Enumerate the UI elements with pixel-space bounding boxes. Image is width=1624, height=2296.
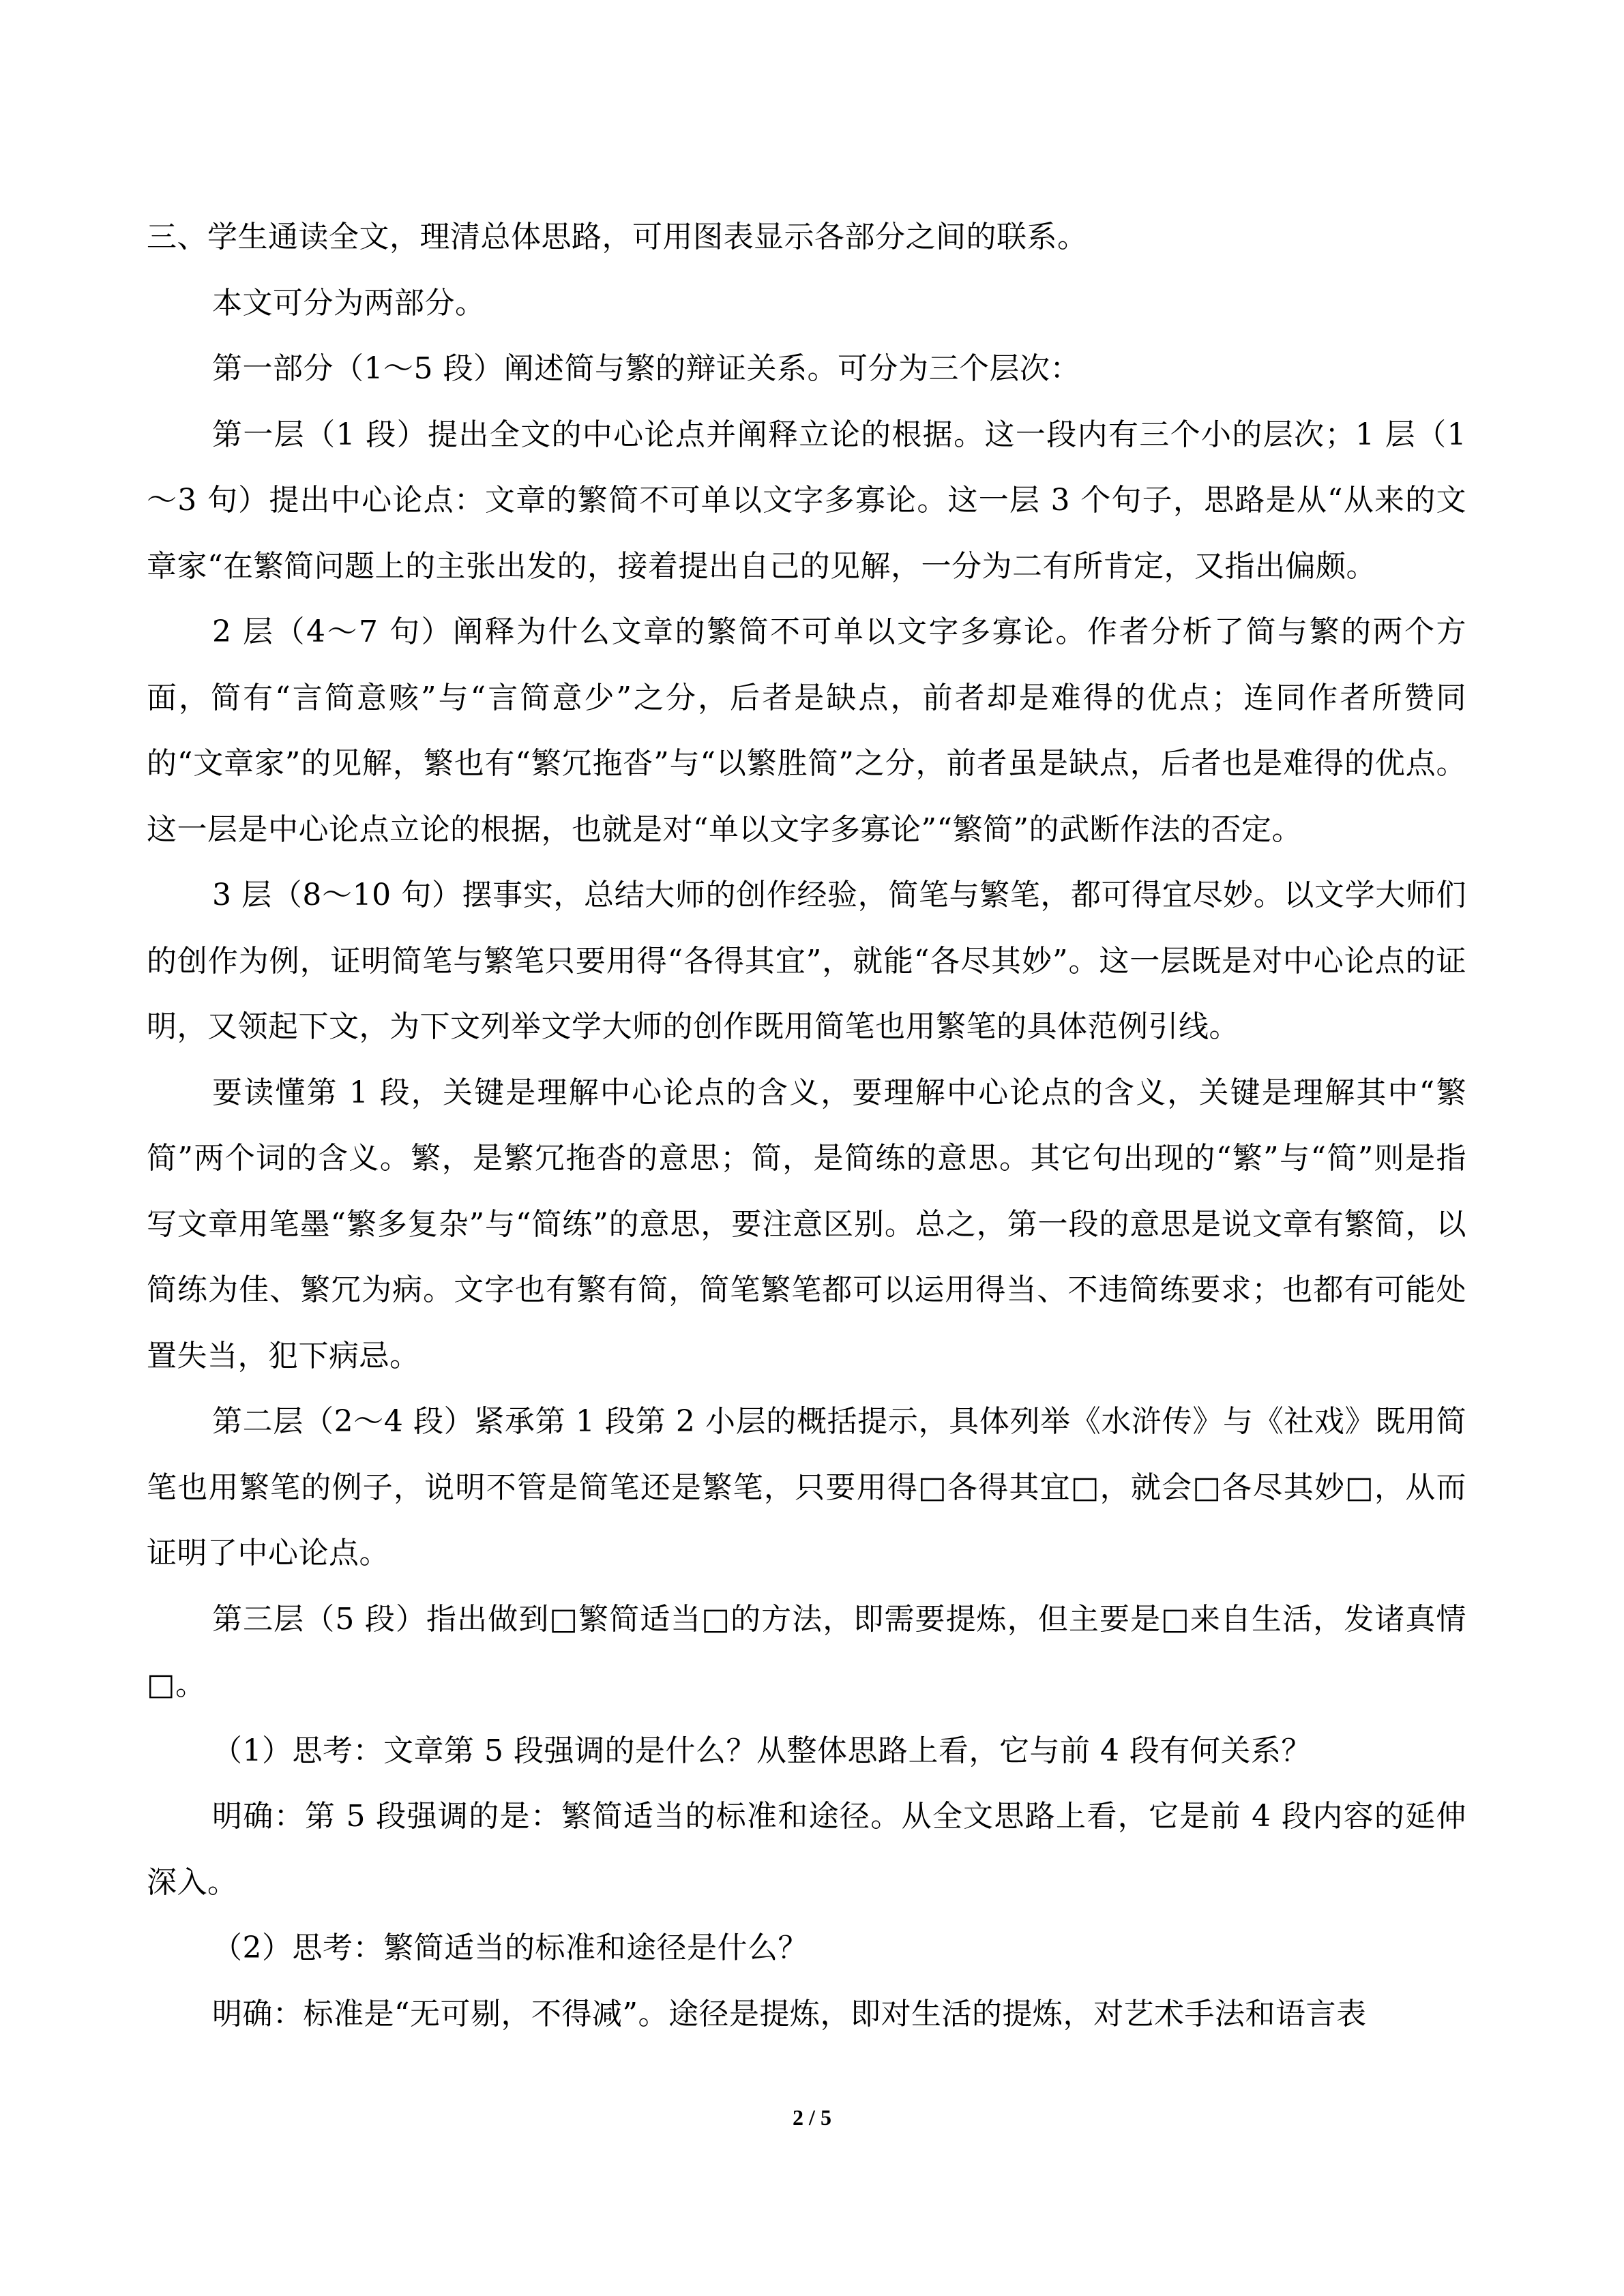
paragraph: 第二层（2～4 段）紧承第 1 段第 2 小层的概括提示，具体列举《水浒传》与《社戏》既用简笔也用繁笔的例子，说明不管是简笔还是繁笔，只要用得□各得其宜□，就会□各尽其妙□，从而证明了中心论点。 [147, 1404, 1466, 1570]
paragraph: 要读懂第 1 段，关键是理解中心论点的含义，要理解中心论点的含义，关键是理解其中“繁简”两个词的含义。繁，是繁冗拖沓的意思；简，是简练的意思。其它句出现的“繁”与“简”则是指写文章用笔墨“繁多复杂”与“简练”的意思，要注意区别。总之，第一段的意思是说文章有繁简，以简练为佳、繁冗为病。文字也有繁有简，简笔繁笔都可以运用得当、不违简练要求；也都有可能处置失当，犯下病忌。 [147, 1075, 1466, 1373]
paragraph: 本文可分为两部分。 [212, 285, 486, 320]
paragraph: 第一部分（1～5 段）阐述简与繁的辩证关系。可分为三个层次： [212, 351, 1080, 386]
paragraph: 第三层（5 段）指出做到□繁简适当□的方法，即需要提炼，但主要是□来自生活，发诸真情□。 [147, 1601, 1466, 1702]
document-body [147, 205, 1466, 2047]
answer-paragraph: 明确：第 5 段强调的是：繁简适当的标准和途径。从全文思路上看，它是前 4 段内容的延伸深入。 [147, 1799, 1466, 1900]
question-paragraph: （1）思考：文章第 5 段强调的是什么？从整体思路上看，它与前 4 段有何关系？ [212, 1733, 1312, 1768]
paragraph: 3 层（8～10 句）摆事实，总结大师的创作经验，简笔与繁笔，都可得宜尽妙。以文学大师们的创作为例，证明简笔与繁笔只要用得“各得其宜”，就能“各尽其妙”。这一层既是对中心论点的证明，又领起下文，为下文列举文学大师的创作既用简笔也用繁笔的具体范例引线。 [147, 878, 1466, 1044]
answer-paragraph: 明确：标准是“无可剔，不得减”。途径是提炼，即对生活的提炼，对艺术手法和语言表 [212, 1996, 1367, 2031]
question-paragraph: （2）思考：繁简适当的标准和途径是什么？ [212, 1930, 808, 1965]
page-number: 2 / 5 [793, 2105, 831, 2130]
section-heading: 三、学生通读全文，理清总体思路，可用图表显示各部分之间的联系。 [147, 220, 1088, 254]
paragraph: 2 层（4～7 句）阐释为什么文章的繁简不可单以文字多寡论。作者分析了简与繁的两个方面，简有“言简意赅”与“言简意少”之分，后者是缺点，前者却是难得的优点；连同作者所赞同的“文章家”的见解，繁也有“繁冗拖沓”与“以繁胜简”之分，前者虽是缺点，后者也是难得的优点。这一层是中心论点立论的根据，也就是对“单以文字多寡论”“繁简”的武断作法的否定。 [147, 614, 1466, 847]
paragraph: 第一层（1 段）提出全文的中心论点并阐释立论的根据。这一段内有三个小的层次；1 层（1～3 句）提出中心论点：文章的繁简不可单以文字多寡论。这一层 3 个句子，思路是从“从来的文章家“在繁简问题上的主张出发的，接着提出自己的见解，一分为二有所肯定，又指出偏颇。 [147, 417, 1466, 584]
